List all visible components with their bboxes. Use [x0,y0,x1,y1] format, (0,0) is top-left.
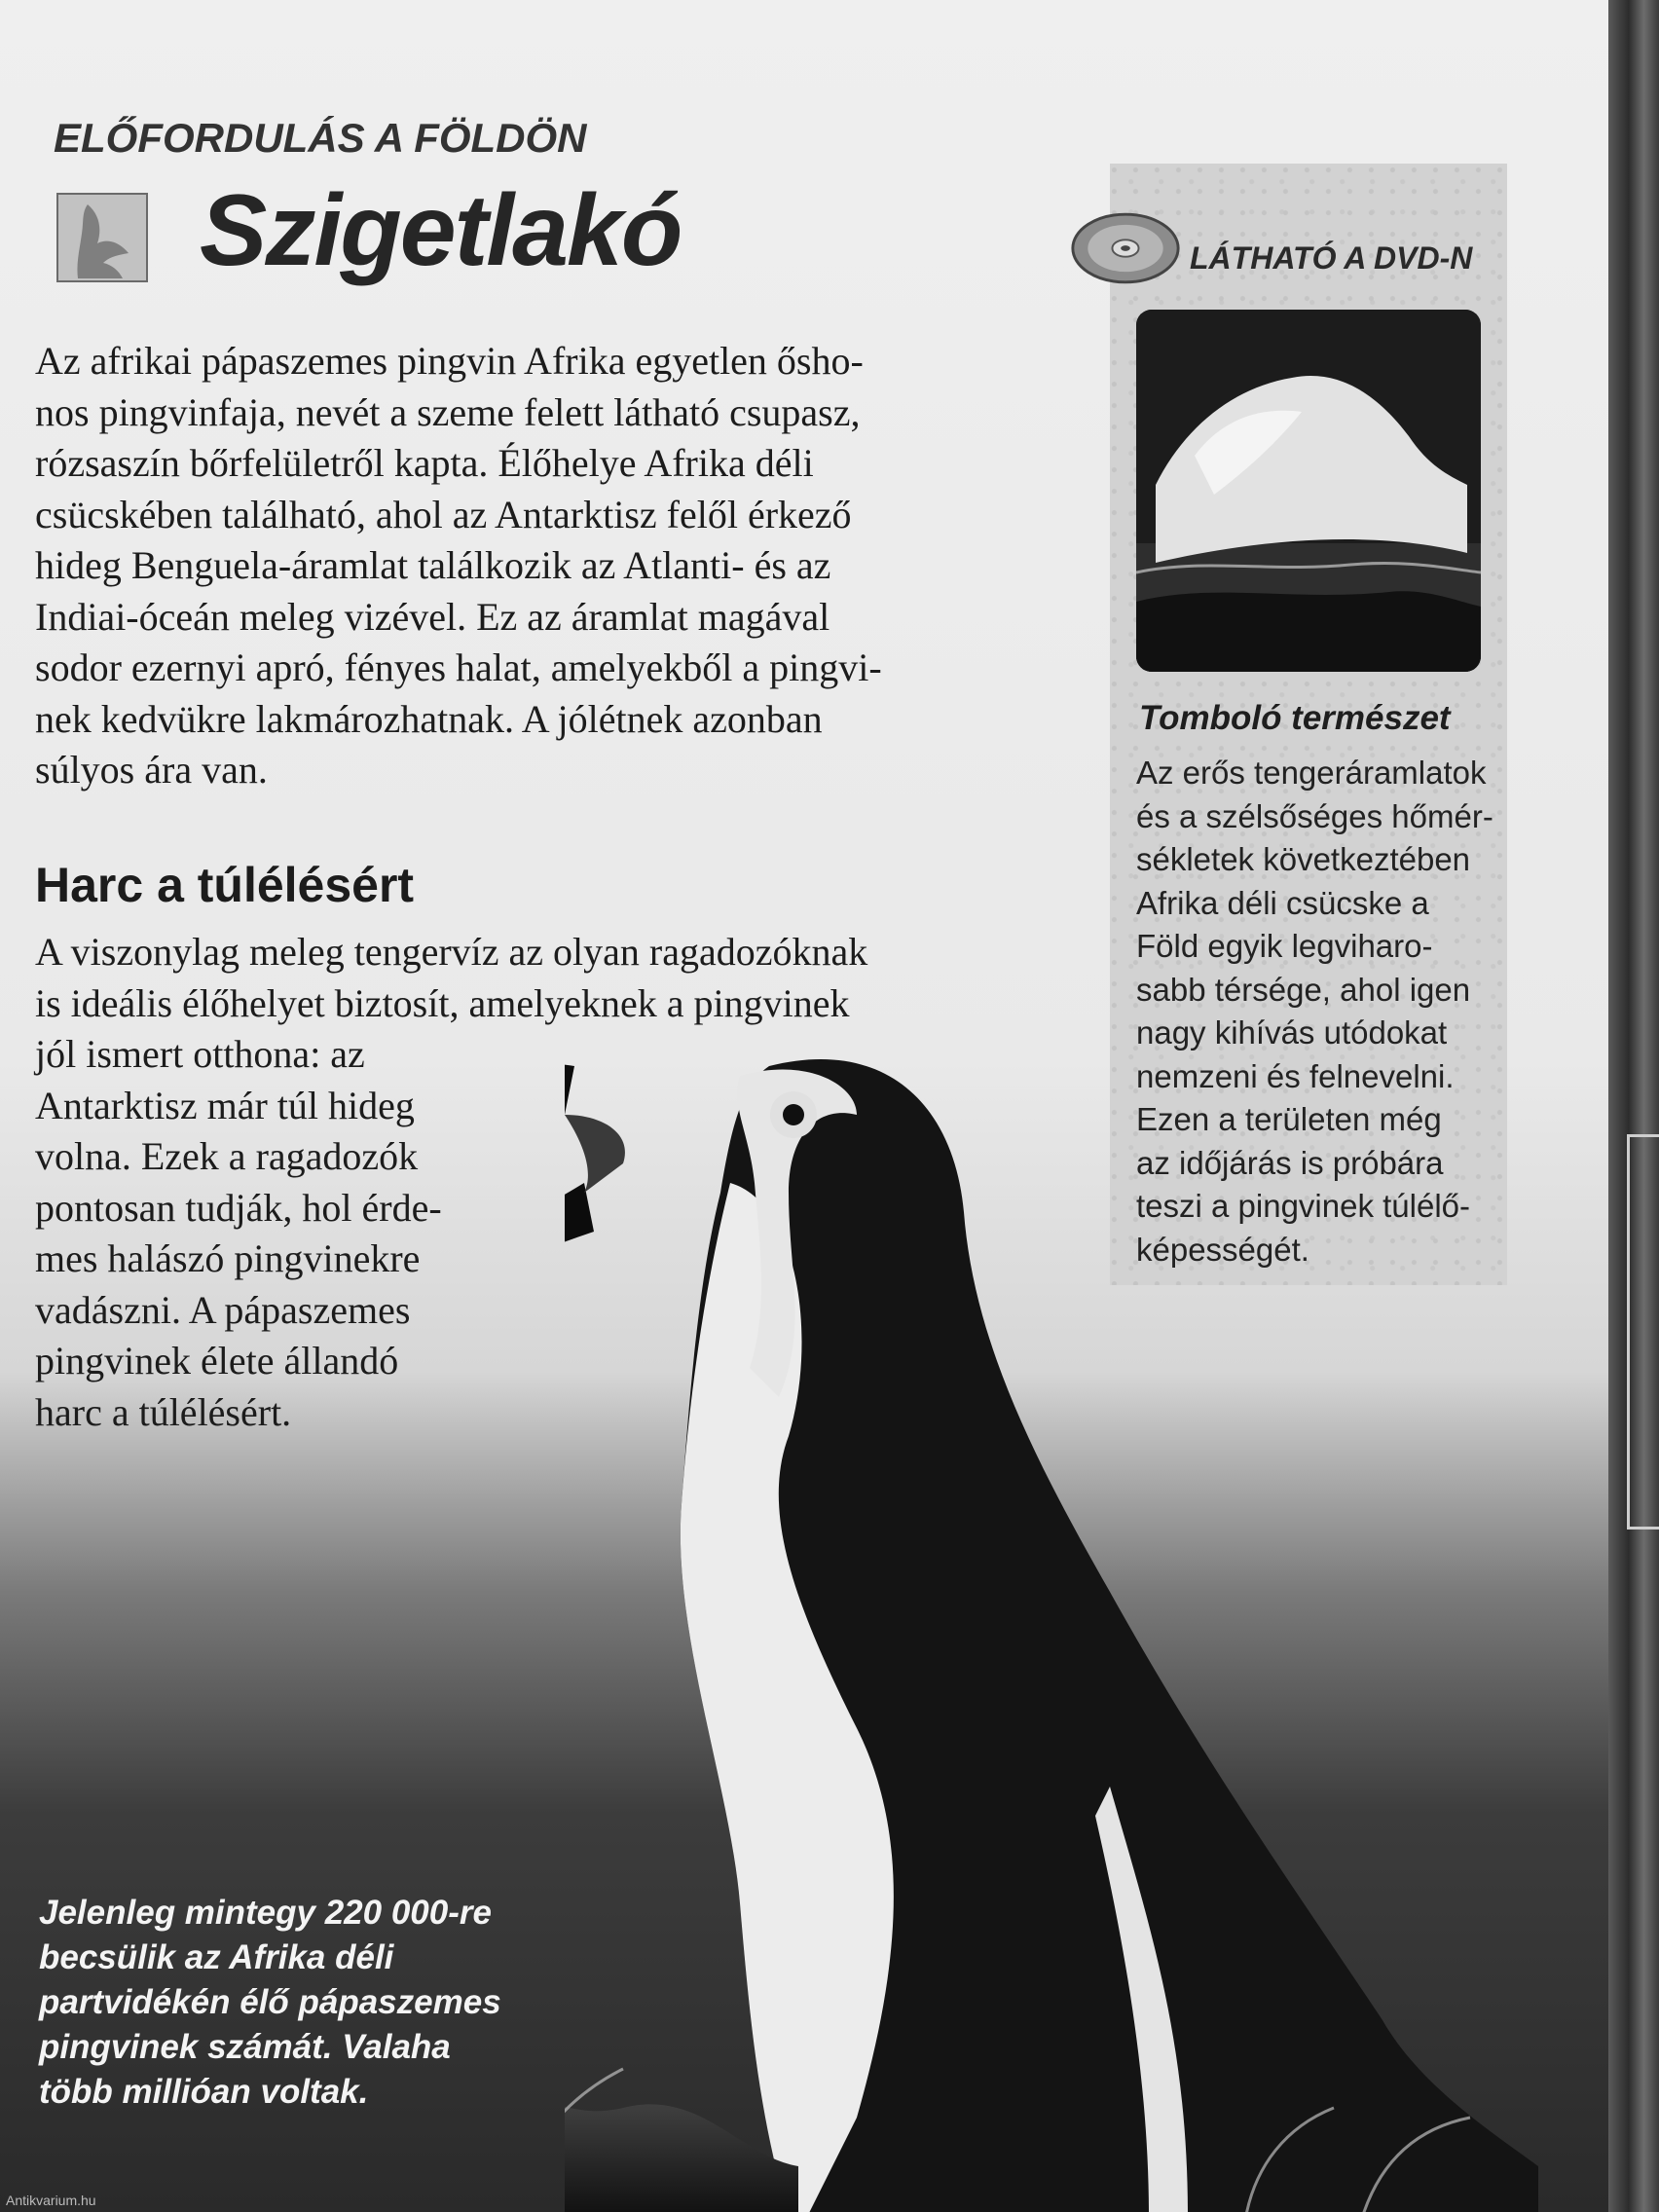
text-line: pingvinek élete állandó [35,1339,399,1382]
text-line: vadászni. A pápaszemes [35,1287,411,1332]
sidebar-caption-title: Tomboló természet [1139,699,1451,737]
text-line: harc a túlélésért. [35,1389,292,1434]
sidebar-wave-photo [1136,310,1481,672]
text-line: Indiai-óceán meleg vizével. Ez az áramlat magával [35,594,830,639]
dvd-disc-icon [1069,209,1182,287]
text-line: pontosan tudják, hol érde- [35,1185,442,1230]
spine-frame [1627,1134,1659,1530]
text-line: A viszonylag meleg tengervíz az olyan ragadozóknak [35,930,868,974]
sidebar-paragraph [1136,752,1493,1272]
text-line: sékletek következtében [1136,841,1471,877]
text-line: is ideális élőhelyet biztosít, amelyeknek a pingvinek [35,980,850,1025]
text-line: volna. Ezek a ragadozók [35,1134,419,1178]
text-line: Az erős tengeráramlatok [1136,755,1487,791]
text-line: teszi a pingvinek túlélő- [1136,1188,1471,1224]
section-heading: Harc a túlélésért [35,858,415,912]
text-line: sabb térsége, ahol igen [1136,971,1471,1008]
section-paragraph [35,927,1087,1438]
section-kicker: ELŐFORDULÁS A FÖLDÖN [54,115,587,161]
text-line: sodor ezernyi apró, fényes halat, amelyekből a pingvi- [35,645,882,689]
text-line: súlyos ára van. [35,748,268,792]
caption-line: több millióan voltak. [39,2073,369,2111]
text-line: rózsaszín bőrfelületről kapta. Élőhelye Afrika déli [35,441,814,485]
text-line: Afrika déli csücske a [1136,884,1429,921]
penguin-foot-icon [56,193,148,282]
dvd-label: LÁTHATÓ A DVD-N [1190,240,1473,276]
photo-caption [39,1891,501,2115]
text-line: jól ismert otthona: az [35,1032,365,1076]
text-line: képességét. [1136,1231,1309,1268]
text-line: Antarktisz már túl hideg [35,1083,415,1127]
text-line: nagy kihívás utódokat [1136,1014,1448,1051]
text-line: Föld egyik legviharo- [1136,928,1433,964]
text-line: nos pingvinfaja, nevét a szeme felett látható csupasz, [35,389,861,434]
caption-line: becsülik az Afrika déli [39,1938,394,1976]
text-line: Az afrikai pápaszemes pingvin Afrika egyetlen ősho- [35,339,864,383]
text-line: Ezen a területen még [1136,1101,1442,1137]
intro-paragraph [35,336,1057,796]
text-line: mes halászó pingvinekre [35,1236,421,1280]
caption-line: partvidékén élő pápaszemes [39,1983,501,2021]
caption-line: Jelenleg mintegy 220 000-re [39,1894,492,1932]
page-title: Szigetlakó [200,174,682,287]
text-line: és a szélsőséges hőmér- [1136,797,1493,834]
text-line: nek kedvükre lakmározhatnak. A jólétnek azonban [35,696,823,741]
text-line: az időjárás is próbára [1136,1144,1444,1181]
watermark: Antikvarium.hu [6,2193,96,2208]
caption-line: pingvinek számát. Valaha [39,2028,451,2066]
text-line: csücskében található, ahol az Antarktisz felől érkező [35,492,852,536]
text-line: hideg Benguela-áramlat találkozik az Atlanti- és az [35,543,831,587]
text-line: nemzeni és felnevelni. [1136,1057,1455,1094]
